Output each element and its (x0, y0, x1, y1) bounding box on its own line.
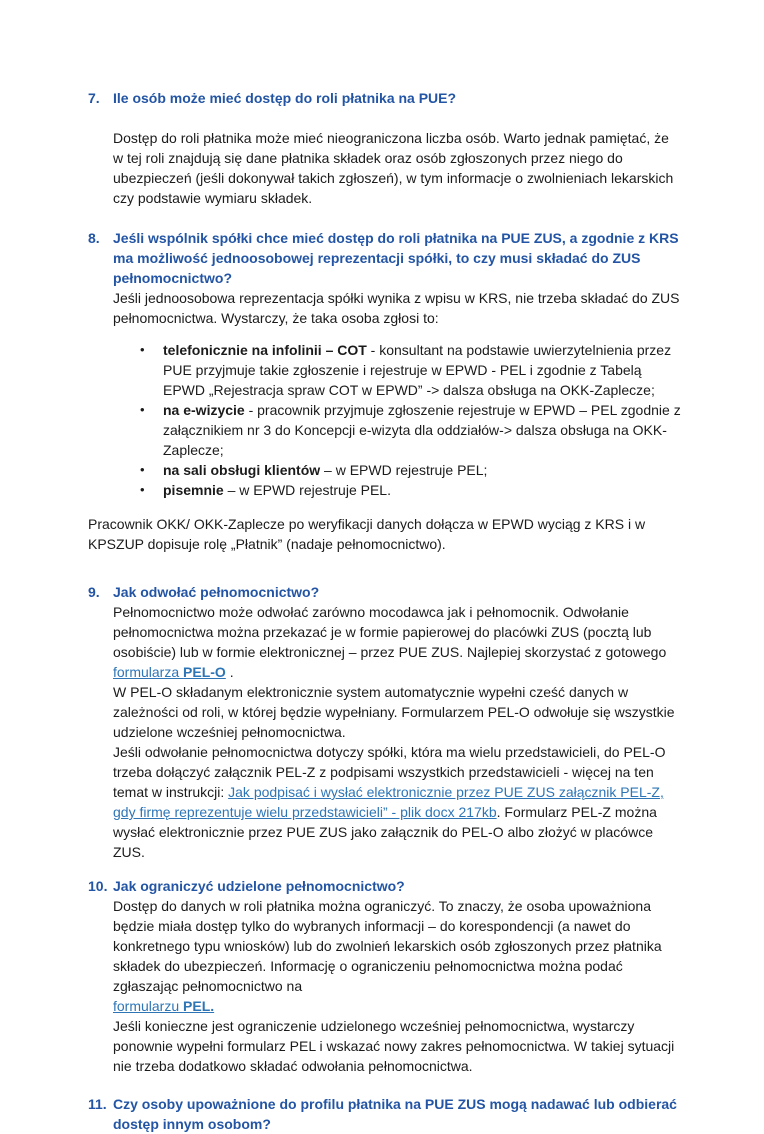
bullet-text: - konsultant na podstawie uwierzytelnienia przez PUE przyjmuje takie zgłoszenie i rejestruje w EPWD - PEL i zgodnie z Tabelą EPWD „Rejestracja spraw COT w EPWD” -> dalsza obsługa na OKK-Zaplecze; (163, 342, 672, 398)
bullet-icon: • (140, 462, 145, 477)
answer-9-paragraph-1 (113, 602, 682, 682)
item-number-11: 11. (88, 1096, 107, 1112)
pel-o-form-link[interactable]: formularza PEL-O (113, 664, 226, 680)
question-9: Jak odwołać pełnomocnictwo? (113, 584, 320, 600)
question-8: Jeśli wspólnik spółki chce mieć dostęp do roli płatnika na PUE ZUS, a zgodnie z KRS ma możliwość jednoosobowej reprezentacji spółki, to czy musi składać do ZUS pełnomocnictwo? (113, 230, 679, 286)
question-10: Jak ograniczyć udzielone pełnomocnictwo? (113, 878, 405, 894)
answer-8-intro: Jeśli jednoosobowa reprezentacja spółki wynika z wpisu w KRS, nie trzeba składać do ZUS pełnomocnictwa. Wystarczy, że taka osoba zgłosi to: (113, 290, 680, 326)
list-item (140, 400, 682, 460)
list-item (140, 340, 682, 400)
answer-10-link-line (113, 996, 682, 1016)
faq-item-9 (88, 582, 682, 862)
item-number-9: 9. (88, 584, 100, 600)
bullet-bold-text: pisemnie (163, 482, 224, 498)
item-number-8: 8. (88, 230, 100, 246)
bullet-text: – w EPWD rejestruje PEL; (320, 462, 488, 478)
answer-text: . Formularz PEL-Z można wysłać elektronicznie przez PUE ZUS jako załącznik do PEL-O albo złożyć w placówce ZUS. (113, 804, 657, 860)
bullet-icon: • (140, 402, 145, 417)
faq-item-7 (88, 88, 682, 208)
item-number-7: 7. (88, 90, 100, 106)
bullet-bold-text: na e-wizycie (163, 402, 245, 418)
bullet-icon: • (140, 342, 145, 357)
pel-z-instruction-link[interactable]: Jak podpisać i wysłać elektronicznie przez PUE ZUS załącznik PEL-Z, gdy firmę reprezentuje wielu przedstawicieli” - plik docx 217kb (113, 784, 664, 820)
answer-9-paragraph-2: W PEL-O składanym elektronicznie system automatycznie wypełni cześć danych w zależności od roli, w której będzie wypełniany. Formularzem PEL-O odwołuje się wszystkie udzielone wcześniej pełnomocnictwa. (113, 684, 675, 740)
list-item (140, 480, 682, 500)
bullet-text: – w EPWD rejestruje PEL. (223, 482, 391, 498)
bullet-icon: • (140, 482, 145, 497)
faq-item-11 (88, 1094, 682, 1134)
answer-10-paragraph-2: Jeśli konieczne jest ograniczenie udzielonego wcześniej pełnomocnictwa, wystarczy ponownie wypełni formularz PEL i wskazać nowy zakres pełnomocnictwa. W takiej sytuacji nie trzeba dodatkowo składać odwołania pełnomocnictwa. (113, 1018, 675, 1074)
answer-text: Pełnomocnictwo może odwołać zarówno mocodawca jak i pełnomocnik. Odwołanie pełnomocnictwa można przekazać je w formie papierowej do placówki ZUS (pocztą lub osobiście) lub w formie elektronicznej – przez PUE ZUS. Najlepiej skorzystać z gotowego (113, 604, 667, 660)
bullet-bold-text: telefonicznie na infolinii – COT (163, 342, 367, 358)
pel-form-link[interactable]: formularzu PEL. (113, 998, 215, 1014)
question-7: Ile osób może mieć dostęp do roli płatnika na PUE? (113, 90, 457, 106)
faq-item-10 (88, 876, 682, 1076)
question-11: Czy osoby upoważnione do profilu płatnika na PUE ZUS mogą nadawać lub odbierać dostęp innym osobom? (113, 1096, 677, 1132)
okk-note-paragraph: Pracownik OKK/ OKK-Zaplecze po weryfikacji danych dołącza w EPWD wyciąg z KRS i w KPSZUP dopisuje rolę „Płatnik” (nadaje pełnomocnictwo). (88, 516, 646, 552)
list-item (140, 460, 682, 480)
answer-text: . (225, 664, 234, 680)
answer-10-paragraph-1: Dostęp do danych w roli płatnika można ograniczyć. To znaczy, że osoba upoważniona będzie miała dostęp tylko do wybranych informacji – do korespondencji (a nawet do konkretnego typu wniosków) lub do zwolnień lekarskich osób zgłoszonych przez płatnika składek do ubezpieczeń. Informację o ograniczeniu pełnomocnictwa można podać zgłaszając pełnomocnictwo na (113, 898, 662, 994)
faq-item-8 (88, 228, 682, 500)
item-number-10: 10. (88, 878, 108, 894)
channel-list (113, 340, 682, 500)
bullet-bold-text: na sali obsługi klientów (163, 462, 321, 478)
answer-7: Dostęp do roli płatnika może mieć nieograniczona liczba osób. Warto jednak pamiętać, że w tej roli znajdują się dane płatnika składek oraz osób zgłoszonych przez niego do ubezpieczeń (jeśli dokonywał takich zgłoszeń), w tym informacje o zwolnieniach lekarskich czy podstawie wymiaru składek. (113, 130, 674, 206)
bullet-text: - pracownik przyjmuje zgłoszenie rejestruje w EPWD – PEL zgodnie z załącznikiem nr 3 do Koncepcji e-wizyta dla oddziałów-> dalsza obsługa na OKK-Zaplecze; (163, 402, 681, 458)
answer-9-paragraph-3 (113, 742, 682, 862)
answer-text: Jeśli odwołanie pełnomocnictwa dotyczy spółki, która ma wielu przedstawicieli, do PEL-O trzeba dołączyć załącznik PEL-Z z podpisami wszystkich przedstawicieli - więcej na ten temat w instrukcji: (113, 744, 666, 800)
